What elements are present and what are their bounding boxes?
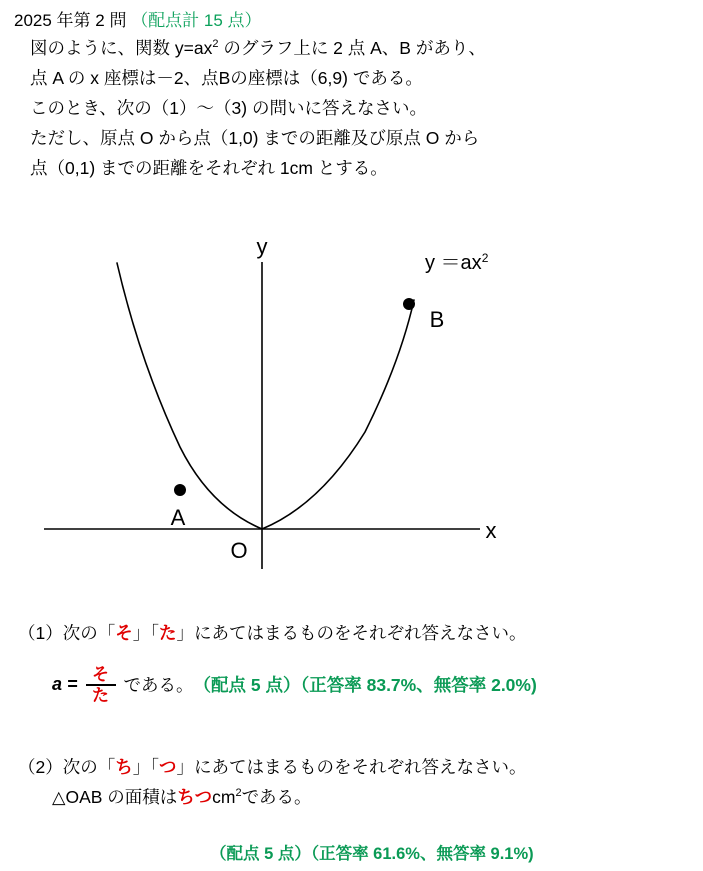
q1-a-symbol: a = — [52, 673, 78, 694]
y-axis-label: y — [256, 234, 268, 259]
q2-answer-unit: cm — [212, 787, 236, 807]
q2-answer-tail: である。 — [241, 787, 312, 807]
question-1-prompt — [18, 620, 526, 645]
q2-score: （配点 5 点）（正答率 61.6%、無答率 9.1%) — [210, 845, 534, 863]
problem-statement — [30, 33, 690, 183]
page-total-points: （配点計 15 点） — [131, 11, 262, 30]
q2-answer-blanks: ちつ — [177, 787, 213, 807]
q1-blank-2: た — [158, 623, 177, 643]
page-title — [14, 6, 262, 31]
q1-answer-tail: である。 — [123, 674, 194, 695]
q2-blank-1: ち — [115, 757, 133, 777]
question-1-answer-line — [52, 664, 537, 704]
question-2-answer-line — [52, 784, 312, 809]
q1-score: （配点 5 点）（正答率 83.7%、無答率 2.0%) — [193, 674, 537, 695]
q2-answer-prefix: △OAB の面積は — [52, 787, 178, 807]
page-title-text: 2025 年第 2 問 — [14, 11, 127, 30]
origin-label: O — [230, 538, 248, 563]
statement-line-4: ただし、原点 O から点（1,0) までの距離及び原点 O から — [30, 128, 480, 148]
statement-line-1b: のグラフ上に 2 点 A、B があり、 — [218, 38, 486, 58]
q2-mid: 」「 — [132, 757, 159, 777]
q2-suffix: 」にあてはまるものをそれぞれ答えなさい。 — [176, 757, 527, 777]
q1-fraction-numerator: そ — [92, 665, 110, 684]
q2-prefix: （2）次の「 — [18, 757, 116, 777]
q1-mid: 」「 — [132, 623, 159, 643]
point-a-label: A — [170, 505, 186, 530]
q2-blank-2: つ — [158, 757, 177, 777]
x-axis-label: x — [485, 518, 497, 543]
q1-prefix: （1）次の「 — [18, 623, 116, 643]
q2-answer-unit-exponent: 2 — [235, 787, 242, 800]
q1-fraction — [86, 665, 116, 705]
q1-suffix: 」にあてはまるものをそれぞれ答えなさい。 — [176, 623, 527, 643]
curve-equation-label: $y =ax^2$ — [425, 251, 489, 274]
point-b-marker — [403, 298, 415, 310]
statement-line-3: このとき、次の（1）〜（3) の問いに答えなさい。 — [30, 98, 427, 118]
q1-blank-1: そ — [115, 623, 133, 643]
point-a-marker — [174, 484, 186, 496]
parabola-figure — [0, 232, 703, 592]
statement-line-2: 点 A の x 座標は－2、点Bの座標は（6,9) である。 — [30, 68, 423, 88]
statement-line-1-exponent: 2 — [212, 38, 219, 51]
point-b-label: B — [429, 307, 445, 332]
statement-line-1 — [30, 33, 690, 63]
question-2-prompt — [18, 754, 526, 779]
parabola-curve — [117, 263, 414, 529]
statement-line-5: 点（0,1) までの距離をそれぞれ 1cm とする。 — [30, 158, 388, 178]
statement-line-1a: 図のように、関数 y=ax — [30, 38, 213, 58]
q1-fraction-denominator: た — [92, 686, 110, 705]
